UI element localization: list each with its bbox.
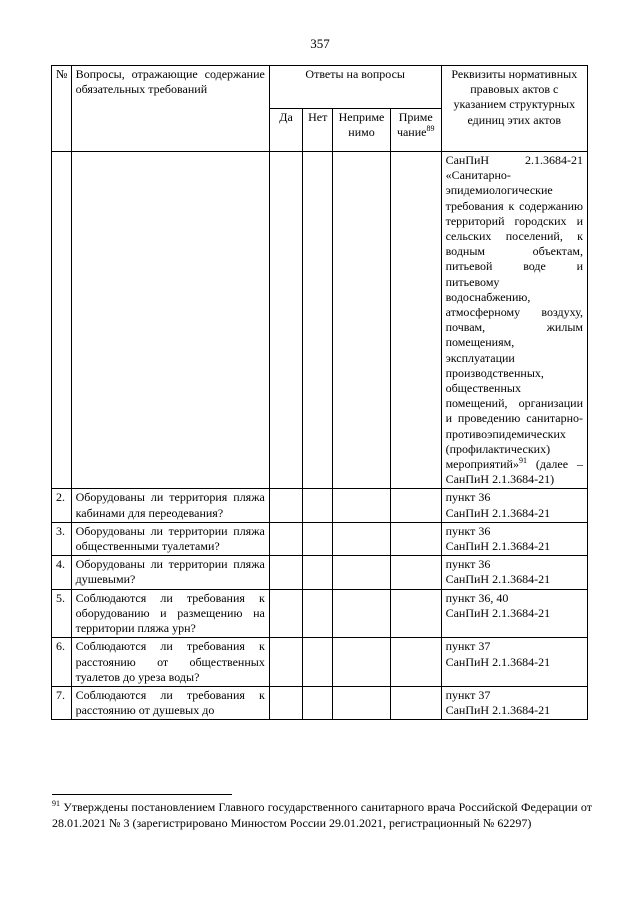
cell-neprim [333, 589, 391, 638]
row-question: Оборудованы ли территории пляжа общественными туалетами? [71, 522, 269, 555]
cell-net [303, 589, 333, 638]
footnote [52, 799, 592, 831]
row-req-point: пункт 36 [445, 523, 491, 538]
table-row [52, 589, 588, 638]
row-req-act: СанПиН 2.1.3684-21 [445, 505, 551, 520]
header-question: Вопросы, отражающие содержание обязательных требований [71, 66, 269, 152]
header-requisites: Реквизиты нормативных правовых актов с указанием структурных единиц этих актов [441, 66, 587, 152]
header-da: Да [269, 109, 302, 152]
row-req-point: пункт 36 [445, 490, 491, 505]
cell-prim [390, 522, 441, 555]
cell-net [303, 489, 333, 522]
cell-neprim [333, 522, 391, 555]
header-answers: Ответы на вопросы [269, 66, 441, 109]
cell-prim [390, 152, 441, 489]
cell-da [269, 686, 302, 719]
cell-da [269, 638, 302, 687]
table-row-first [52, 152, 588, 489]
header-row [52, 66, 588, 109]
table-row [52, 522, 588, 555]
row-req-act: СанПиН 2.1.3684-21 [445, 572, 551, 587]
cell-net [303, 556, 333, 589]
cell-question [71, 152, 269, 489]
header-net: Нет [303, 109, 333, 152]
cell-net [303, 152, 333, 489]
requirements-table [51, 65, 588, 720]
header-prim [390, 109, 441, 152]
row-req-point: пункт 37 [445, 687, 491, 702]
row-requisites [441, 589, 587, 638]
cell-da [269, 522, 302, 555]
table-row [52, 489, 588, 522]
row-num: 6. [52, 638, 72, 687]
row-num: 5. [52, 589, 72, 638]
row-requisites [441, 686, 587, 719]
cell-neprim [333, 152, 391, 489]
cell-neprim [333, 489, 391, 522]
row-question: Соблюдаются ли требования к расстоянию от общественных туалетов до уреза воды? [71, 638, 269, 687]
footnote-separator [52, 794, 232, 795]
cell-neprim [333, 638, 391, 687]
header-prim-text: Приме чание [396, 110, 433, 140]
footnote-ref-89: 89 [426, 124, 435, 134]
footnote-text: Утверждены постановлением Главного государственного санитарного врача Российской Федерации от 28.01.2021 № 3 (зарегистрировано Минюстом России 29.01.2021, регистрационный № 62297) [52, 800, 592, 830]
page-number: 357 [310, 36, 330, 51]
cell-prim [390, 556, 441, 589]
cell-prim [390, 489, 441, 522]
row-requisites [441, 638, 587, 687]
row-num: 7. [52, 686, 72, 719]
header-num: № [52, 66, 72, 152]
cell-da [269, 152, 302, 489]
cell-neprim [333, 686, 391, 719]
cell-prim [390, 638, 441, 687]
cell-prim [390, 686, 441, 719]
footnote-ref-91: 91 [518, 456, 527, 466]
header-neprim: Неприме нимо [333, 109, 391, 152]
row-question: Оборудованы ли территории пляжа душевыми? [71, 556, 269, 589]
row-requisites [441, 522, 587, 555]
row-req-point: пункт 36 [445, 557, 491, 572]
row-question: Соблюдаются ли требования к расстоянию от душевых до [71, 686, 269, 719]
table-row [52, 638, 588, 687]
footnote-mark: 91 [52, 799, 60, 808]
cell-da [269, 556, 302, 589]
cell-da [269, 489, 302, 522]
cell-neprim [333, 556, 391, 589]
row-num: 3. [52, 522, 72, 555]
cell-num [52, 152, 72, 489]
row-requisites [441, 556, 587, 589]
cell-net [303, 522, 333, 555]
row-num: 4. [52, 556, 72, 589]
cell-da [269, 589, 302, 638]
row-req-act: СанПиН 2.1.3684-21 [445, 605, 551, 620]
row-req-point: пункт 36, 40 [445, 590, 509, 605]
table-row [52, 686, 588, 719]
row-question: Оборудованы ли территория пляжа кабинами для переодевания? [71, 489, 269, 522]
row-req-point: пункт 37 [445, 639, 491, 654]
cell-prim [390, 589, 441, 638]
row-req-act: СанПиН 2.1.3684-21 [445, 539, 551, 554]
row-req-act: СанПиН 2.1.3684-21 [445, 654, 551, 669]
table-row [52, 556, 588, 589]
row-question: Соблюдаются ли требования к оборудованию и размещению на территории пляжа урн? [71, 589, 269, 638]
cell-requisites [441, 152, 587, 489]
row-num: 2. [52, 489, 72, 522]
cell-net [303, 638, 333, 687]
requisites-sanpin-tail: (далее – СанПиН 2.1.3684-21) [445, 457, 583, 487]
requisites-sanpin-text: СанПиН 2.1.3684-21 «Санитарно-эпидемиологические требования к содержанию территорий городских и сельских поселений, к водным объектам, питьевой воде и питьевому водоснабжению, атмосферному воздуху, почвам, жилым помещениям, эксплуатации производственных, общественных помещений, организации и проведению санитарно-противоэпидемических (профилактических) мероприятий» [445, 153, 583, 472]
row-req-act: СанПиН 2.1.3684-21 [445, 703, 551, 718]
cell-net [303, 686, 333, 719]
row-requisites [441, 489, 587, 522]
